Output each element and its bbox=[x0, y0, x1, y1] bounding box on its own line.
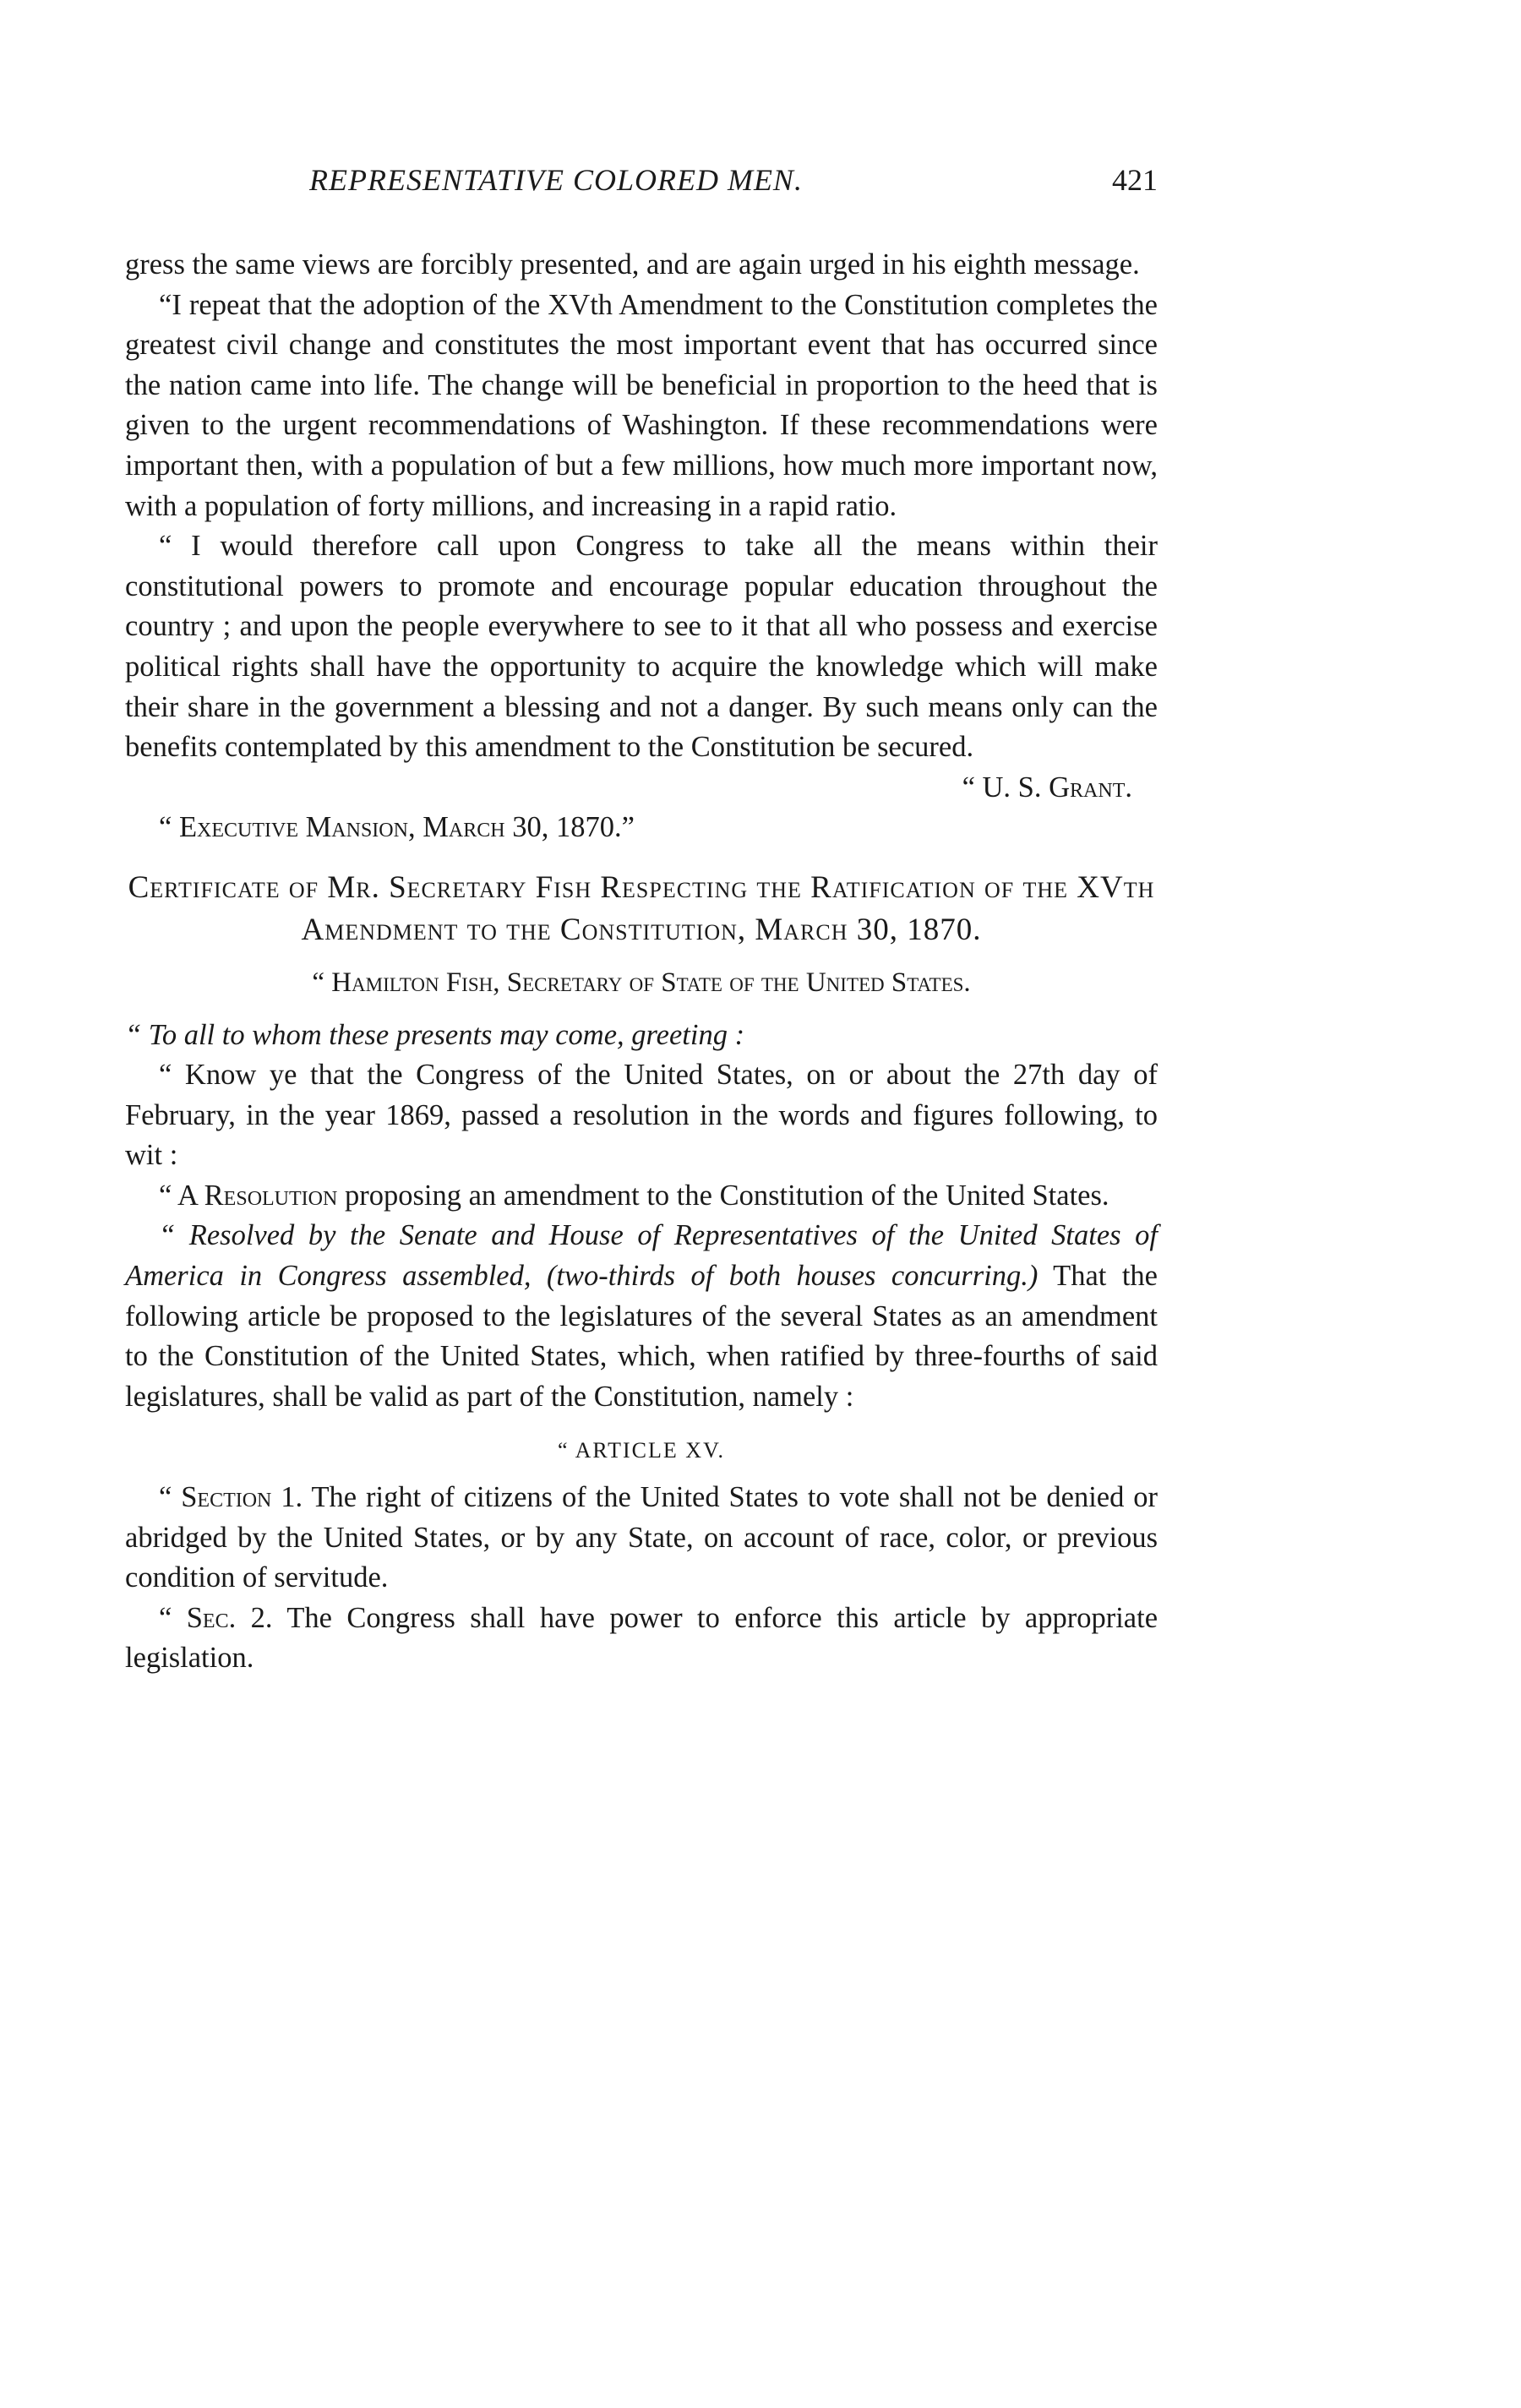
running-title: REPRESENTATIVE COLORED MEN. bbox=[309, 163, 803, 197]
section-2-text: The Congress shall have power to enforce this article by appropriate legislation. bbox=[125, 1601, 1158, 1675]
paragraph-quote-2: “ I would therefore call upon Congress to take all the means within their constitutional powers to promote and encourage popular education throughout the country ; and upon the people everywhere to see to it that all who possess and exercise political rights shall have the opportunity to acquire the knowledge which will make their share in the government a blessing and not a danger. By such means only can the benefits contemplated by this amendment to the Constitution be secured. bbox=[125, 530, 1158, 764]
section-2 bbox=[125, 1599, 1158, 1679]
addressee-line: “ Hamilton Fish, Secretary of State of the United States. bbox=[312, 967, 971, 998]
section-1 bbox=[125, 1478, 1158, 1599]
resolution-lead: “ A bbox=[159, 1179, 204, 1212]
resolution-word: Resolution bbox=[204, 1179, 338, 1212]
resolution-paragraph bbox=[125, 1176, 1158, 1217]
section-1-label: “ Section 1. bbox=[159, 1481, 303, 1514]
resolved-rest: That the following article be proposed to the legislatures of the several States as an amendment to the Constitution of the United States, which, when ratified by three-fourths of said legislatures, shall be valid as part of the Constitution, namely : bbox=[125, 1260, 1158, 1413]
page-body bbox=[125, 245, 1158, 1679]
running-head bbox=[125, 162, 1158, 204]
page-number: 421 bbox=[1112, 163, 1158, 197]
signature: “ U. S. Grant. bbox=[962, 771, 1132, 804]
section-2-label: “ Sec. 2. bbox=[159, 1601, 273, 1634]
resolution-rest: proposing an amendment to the Constitution of the United States. bbox=[337, 1179, 1109, 1212]
section-1-text: The right of citizens of the United States to vote shall not be denied or abridged by the United States, or by any State, on account of race, color, or previous condition of servitude. bbox=[125, 1481, 1158, 1594]
resolved-paragraph bbox=[125, 1216, 1158, 1417]
article-title: “ ARTICLE XV. bbox=[557, 1438, 725, 1463]
paragraph-quote-1: “I repeat that the adoption of the XVth Amendment to the Constitution completes the greatest civil change and constitutes the most important event that has occurred since the nation came into life. The change will be beneficial in proportion to the heed that is given to the urgent recommendations of Washington. If these recommendations were important then, with a population of but a few millions, how much more important now, with a population of forty millions, and increasing in a rapid ratio. bbox=[125, 288, 1158, 522]
resolved-italic: “ Resolved by the Senate and House of Representatives of the United States of America in Congress assembled, (two-thirds of both houses concurring.) bbox=[125, 1219, 1158, 1293]
dateline: “ Executive Mansion, March 30, 1870.” bbox=[159, 811, 635, 844]
section-heading: Certificate of Mr. Secretary Fish Respecting the Ratification of the XVth Amendment to the Constitution, March 30, 1870. bbox=[128, 869, 1155, 947]
paragraph-continuation: gress the same views are forcibly presented, and are again urged in his eighth message. bbox=[125, 248, 1140, 281]
greeting-line: “ To all to whom these presents may come, greeting : bbox=[125, 1018, 745, 1051]
know-ye-paragraph: “ Know ye that the Congress of the United States, on or about the 27th day of February, in the year 1869, passed a resolution in the words and figures following, to wit : bbox=[125, 1059, 1158, 1172]
